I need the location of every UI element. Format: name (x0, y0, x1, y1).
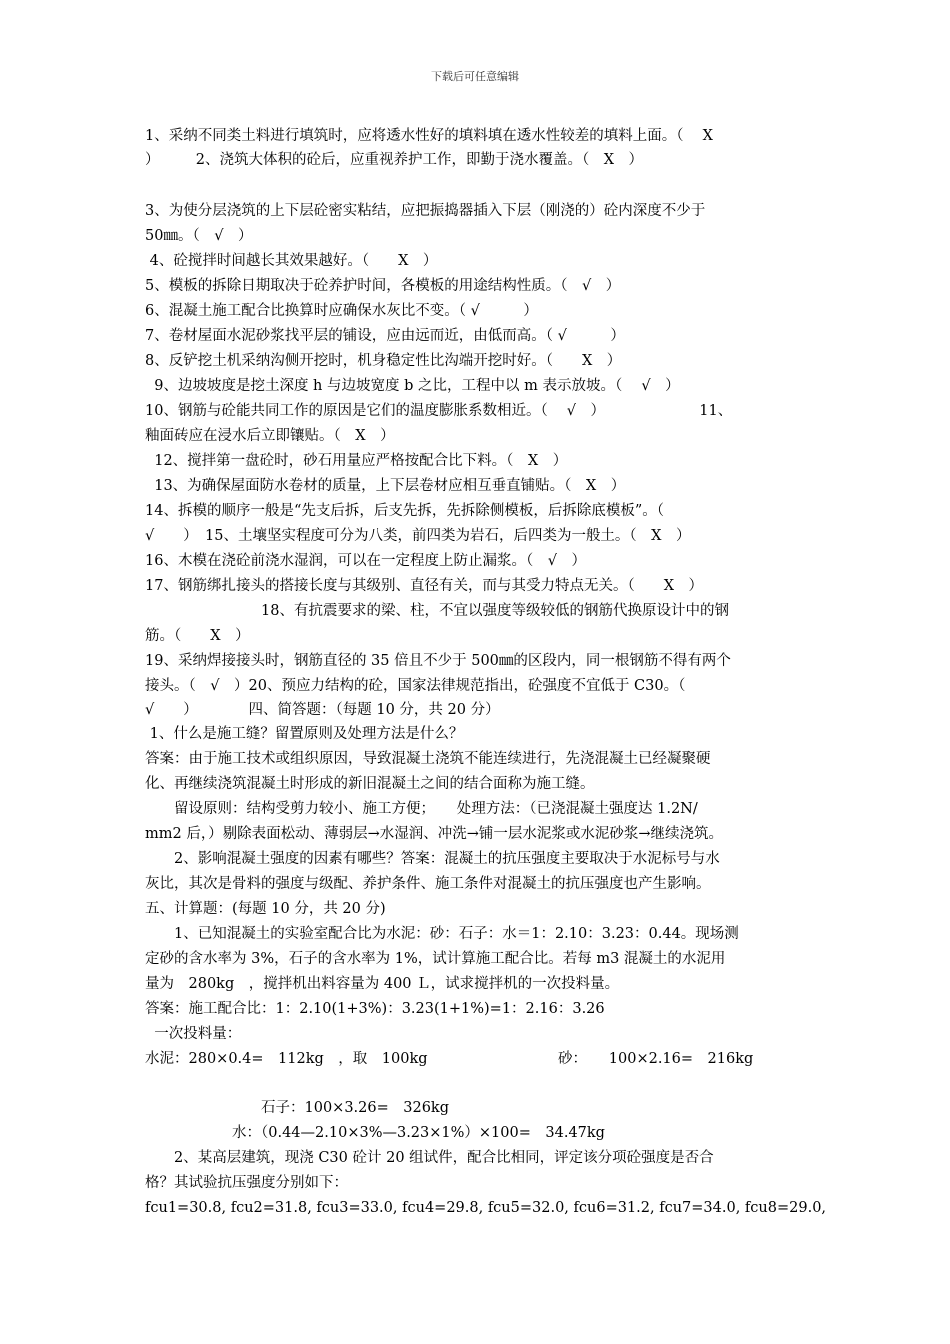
text-line: 接头。（ √ ）20、预应力结构的砼，国家法律规范指出，砼强度不宜低于 C30。（ (145, 678, 686, 694)
text-line: 1、已知混凝土的实验室配合比为水泥：砂：石子：水＝1：2.10：3.23：0.44。现场测 (145, 926, 739, 942)
text-line: 留设原则：结构受剪力较小、施工方便； 处理方法：（已浇混凝土强度达 1.2N/ (145, 801, 698, 817)
text-line: 化、再继续浇筑混凝土时形成的新旧混凝土之间的结合面称为施工缝。 (145, 776, 595, 792)
text-line: 石子：100×3.26= 326kg (145, 1100, 450, 1116)
text-line: 4、砼搅拌时间越长其效果越好。（ X ） (145, 253, 438, 269)
text-line: 7、卷材屋面水泥砂浆找平层的铺设，应由远而近，由低而高。（ √ ） (145, 328, 625, 344)
text-line: 格？其试验抗压强度分别如下： (145, 1175, 348, 1191)
text-line: 8、反铲挖土机采纳沟侧开挖时，机身稳定性比沟端开挖时好。（ X ） (145, 353, 622, 369)
text-line: 5、模板的拆除日期取决于砼养护时间，各模板的用途结构性质。（ √ ） (145, 278, 621, 294)
text-line: 9、边坡坡度是挖土深度 h 与边坡宽度 b 之比，工程中以 m 表示放坡。（ √ ） (145, 378, 680, 394)
text-line: 水：（0.44—2.10×3%—3.23×1%）×100= 34.47kg (145, 1125, 605, 1141)
text-line: 一次投料量： (145, 1026, 242, 1042)
text-line: 1、采纳不同类土料进行填筑时，应将透水性好的填料填在透水性较差的填料上面。（ X (145, 128, 713, 144)
text-line: 19、采纳焊接接头时，钢筋直径的 35 倍且不少于 500㎜的区段内，同一根钢筋不得有两个 (145, 653, 731, 669)
text-line: fcu1=30.8, fcu2=31.8, fcu3=33.0, fcu4=29.8, fcu5=32.0, fcu6=31.2, fcu7=34.0, fcu8=29.0, (145, 1200, 827, 1216)
text-line: √ ） 15、土壤坚实程度可分为八类，前四类为岩石，后四类为一般土。（ X ） (145, 528, 691, 544)
text-line: 17、钢筋绑扎接头的搭接长度与其级别、直径有关，而与其受力特点无关。（ X ） (145, 578, 704, 594)
text-line: 13、为确保屋面防水卷材的质量，上下层卷材应相互垂直铺贴。（ X ） (145, 478, 626, 494)
text-line: 3、为使分层浇筑的上下层砼密实粘结，应把振捣器插入下层（刚浇的）砼内深度不少于 (145, 203, 706, 219)
text-line: 定砂的含水率为 3%，石子的含水率为 1%，试计算施工配合比。若每 m3 混凝土的水泥用 (145, 951, 726, 967)
text-line: 16、木模在浇砼前浇水湿润，可以在一定程度上防止漏浆。（ √ ） (145, 553, 586, 569)
text-line: ） 2、浇筑大体积的砼后，应重视养护工作，即勤于浇水覆盖。（ X ） (145, 152, 644, 168)
text-line: 10、钢筋与砼能共同工作的原因是它们的温度膨胀系数相近。（ √ ） 11、 (145, 403, 733, 419)
text-line: 14、拆模的顺序一般是“先支后拆，后支先拆，先拆除侧模板，后拆除底模板”。（ (145, 503, 665, 519)
text-line: mm2 后，）剔除表面松动、薄弱层→水湿润、冲洗→铺一层水泥浆或水泥砂浆→继续浇筑。 (145, 826, 724, 842)
text-line: 量为 280kg ，搅拌机出料容量为 400 Ｌ，试求搅拌机的一次投料量。 (145, 976, 620, 992)
page-header: 下载后可任意编辑 (431, 70, 519, 83)
text-line: 釉面砖应在浸水后立即镶贴。（ X ） (145, 428, 395, 444)
text-line: 灰比，其次是骨料的强度与级配、养护条件、施工条件对混凝土的抗压强度也产生影响。 (145, 876, 711, 892)
text-line: 水泥：280×0.4= 112kg ，取 100kg 砂： 100×2.16= 216kg (145, 1051, 754, 1067)
text-line: 1、什么是施工缝？留置原则及处理方法是什么？ (145, 726, 464, 742)
text-line: 五、计算题：(每题 10 分，共 20 分) (145, 901, 386, 917)
text-line: 筋。（ X ） (145, 628, 250, 644)
text-line: √ ） 四、简答题：（每题 10 分，共 20 分） (145, 702, 500, 718)
text-line: 6、混凝土施工配合比换算时应确保水灰比不变。（ √ ） (145, 303, 538, 319)
text-line: 答案：施工配合比：1：2.10(1+3%)：3.23(1+1%)=1：2.16：3.26 (145, 1001, 605, 1017)
text-line: 2、某高层建筑，现浇 C30 砼计 20 组试件，配合比相同，评定该分项砼强度是否合 (145, 1150, 714, 1166)
text-line: 答案：由于施工技术或组织原因，导致混凝土浇筑不能连续进行，先浇混凝土已经凝聚硬 (145, 751, 711, 767)
text-line: 50㎜。（ √ ） (145, 228, 253, 244)
text-line: 12、搅拌第一盘砼时，砂石用量应严格按配合比下料。（ X ） (145, 453, 568, 469)
text-line: 18、有抗震要求的梁、柱，不宜以强度等级较低的钢筋代换原设计中的钢 (145, 603, 729, 619)
text-line: 2、影响混凝土强度的因素有哪些？答案：混凝土的抗压强度主要取决于水泥标号与水 (145, 851, 720, 867)
